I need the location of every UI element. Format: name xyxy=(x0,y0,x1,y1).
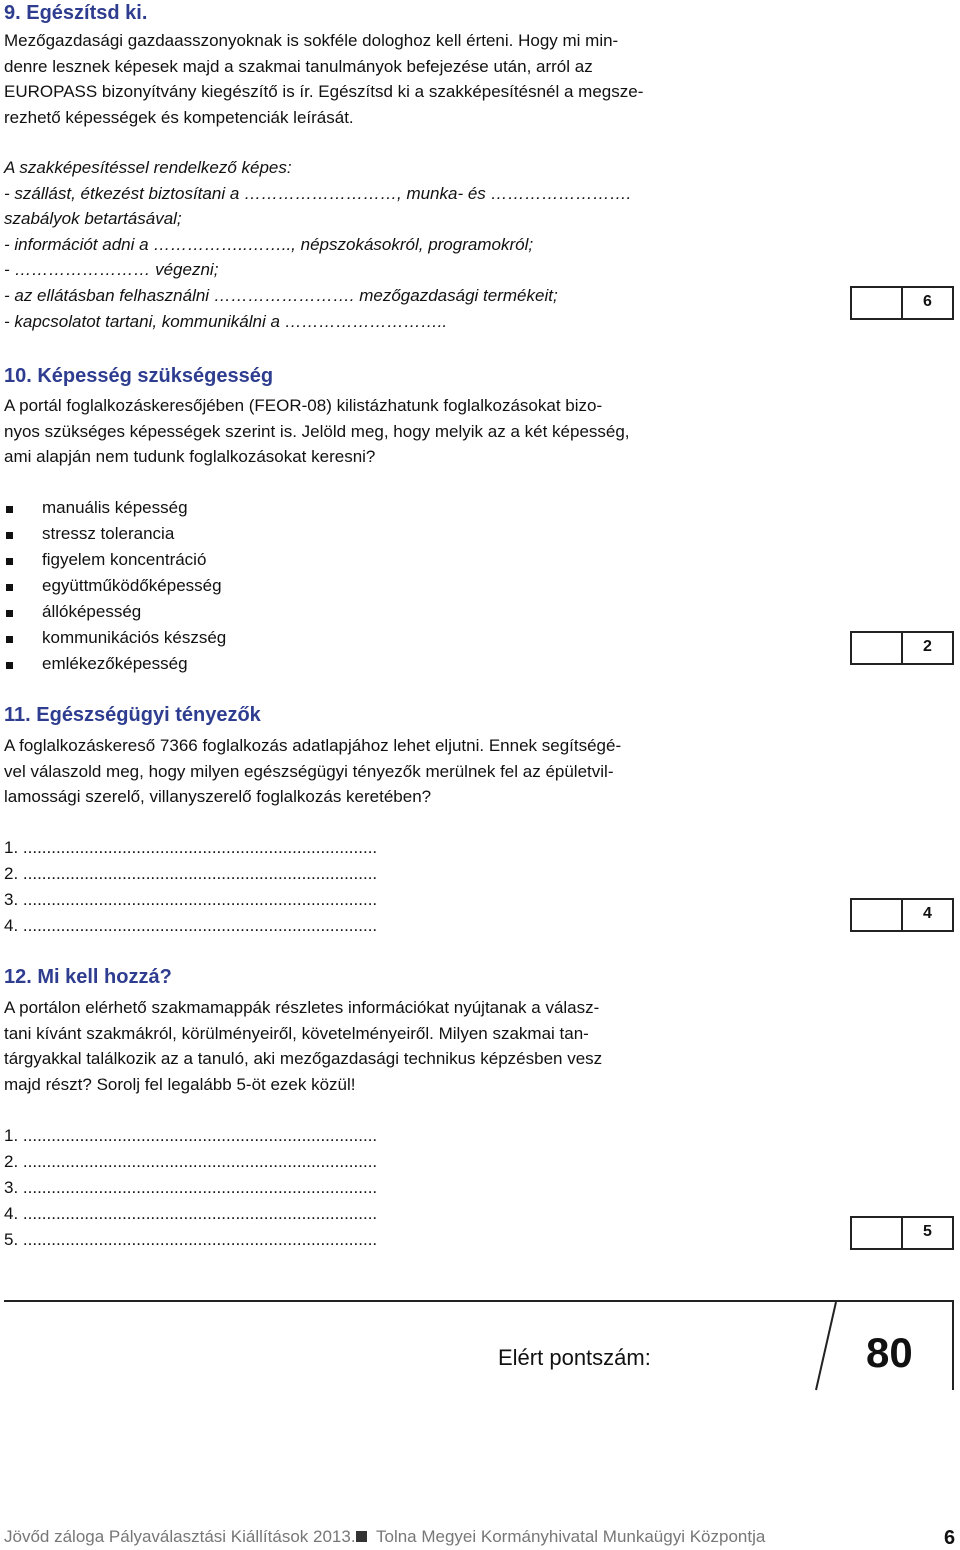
q9-fill-line[interactable]: - információt adni a ……………..…….., népszokásokról, programokról; xyxy=(4,234,534,254)
q9-para-line: rezhető képességek és kompetenciák leírását. xyxy=(4,107,354,127)
q10-max-score: 2 xyxy=(923,638,932,655)
q12-title: 12. Mi kell hozzá? xyxy=(4,966,172,988)
q10-para-line: A portál foglalkozáskeresőjében (FEOR-08) kilistázhatunk foglalkozásokat bizo- xyxy=(4,396,603,415)
q11-answer-line[interactable]: 2. ........................................................................... xyxy=(4,864,378,883)
q10-option-label: emlékezőképesség xyxy=(42,654,188,673)
page-number: 6 xyxy=(944,1527,956,1549)
q10-option-label: együttműködőképesség xyxy=(42,576,222,595)
q9-fill-line[interactable]: - szállást, étkezést biztosítani a ………………………, munka- és ……………………. xyxy=(4,183,632,203)
q12-answer-line[interactable]: 1. ........................................................................... xyxy=(4,1126,378,1145)
q12-answer-line[interactable]: 2. ........................................................................... xyxy=(4,1152,378,1171)
q12-answer-line[interactable]: 4. ........................................................................... xyxy=(4,1204,378,1223)
q12-para-line: A portálon elérhető szakmamappák részletes információkat nyújtanak a válasz- xyxy=(4,998,600,1017)
q11-para-line: lamossági szerelő, villanyszerelő foglalkozás keretében? xyxy=(4,787,432,807)
q10-option-label: figyelem koncentráció xyxy=(42,550,207,569)
q11-max-score: 4 xyxy=(923,905,932,922)
total-score-label: Elért pontszám: xyxy=(498,1345,651,1370)
q9-max-score: 6 xyxy=(923,293,932,310)
q11-para-line: A foglalkozáskereső 7366 foglalkozás adatlapjához lehet eljutni. Ennek segítségé- xyxy=(4,736,622,755)
q10-para-line: nyos szükséges képességek szerint is. Jelöld meg, hogy melyik az a két képesség, xyxy=(4,421,630,441)
q9-para-line: Mezőgazdasági gazdaasszonyoknak is sokféle dologhoz kell érteni. Hogy mi min- xyxy=(4,31,619,50)
q10-para-line: ami alapján nem tudunk foglalkozásokat keresni? xyxy=(4,447,376,467)
q12-answer-line[interactable]: 5. ........................................................................... xyxy=(4,1230,378,1249)
q9-para-line: EUROPASS bizonyítvány kiegészítő is ír. Egészítsd ki a szakképesítésnél a megsze- xyxy=(4,82,644,102)
q12-para-line: tárgyakkal találkozik az a tanuló, aki mezőgazdasági technikus képzésben vesz xyxy=(4,1049,603,1069)
q12-answer-line[interactable]: 3. ........................................................................... xyxy=(4,1178,378,1197)
q11-answer-line[interactable]: 3. ........................................................................... xyxy=(4,890,378,909)
q11-title: 11. Egészségügyi tényezők xyxy=(4,704,261,726)
q11-answer-line[interactable]: 1. ........................................................................... xyxy=(4,838,378,857)
q9-fill-line: A szakképesítéssel rendelkező képes: xyxy=(4,158,292,177)
q9-title: 9. Egészítsd ki. xyxy=(4,2,148,24)
q12-para-line: majd részt? Sorolj fel legalább 5-öt ezek közül! xyxy=(4,1074,356,1094)
q10-option-label: stressz tolerancia xyxy=(42,524,175,543)
q12-max-score: 5 xyxy=(923,1223,932,1240)
q10-option-label: kommunikációs készség xyxy=(42,628,227,647)
q11-para-line: vel válaszold meg, hogy milyen egészségügyi tényezők merülnek fel az épületvil- xyxy=(4,761,614,781)
footer-square-separator-icon xyxy=(356,1531,367,1542)
q10-option-label: állóképesség xyxy=(42,602,142,621)
total-max-score: 80 xyxy=(866,1329,913,1376)
q10-title: 10. Képesség szükségesség xyxy=(4,365,274,387)
footer-left-text: Jövőd záloga Pályaválasztási Kiállítások 2013. xyxy=(4,1527,356,1546)
q11-answer-line[interactable]: 4. ........................................................................... xyxy=(4,916,378,935)
q9-fill-line[interactable]: - kapcsolatot tartani, kommunikálni a ……………………….. xyxy=(4,311,448,331)
q12-para-line: tani kívánt szakmákról, körülményeiről, követelményeiről. Milyen szakmai tan- xyxy=(4,1023,589,1043)
footer-right-text: Tolna Megyei Kormányhivatal Munkaügyi Központja xyxy=(376,1527,766,1546)
q9-fill-line: szabályok betartásával; xyxy=(4,209,182,229)
q9-fill-line[interactable]: - …………………… végezni; xyxy=(4,260,219,280)
q9-fill-line[interactable]: - az ellátásban felhasználni ……………………. mezőgazdasági termékeit; xyxy=(4,285,558,305)
q9-para-line: denre lesznek képesek majd a szakmai tanulmányok befejezése után, arról az xyxy=(4,56,593,76)
total-slash-line xyxy=(816,1302,836,1390)
q10-option-label: manuális képesség xyxy=(42,498,188,517)
